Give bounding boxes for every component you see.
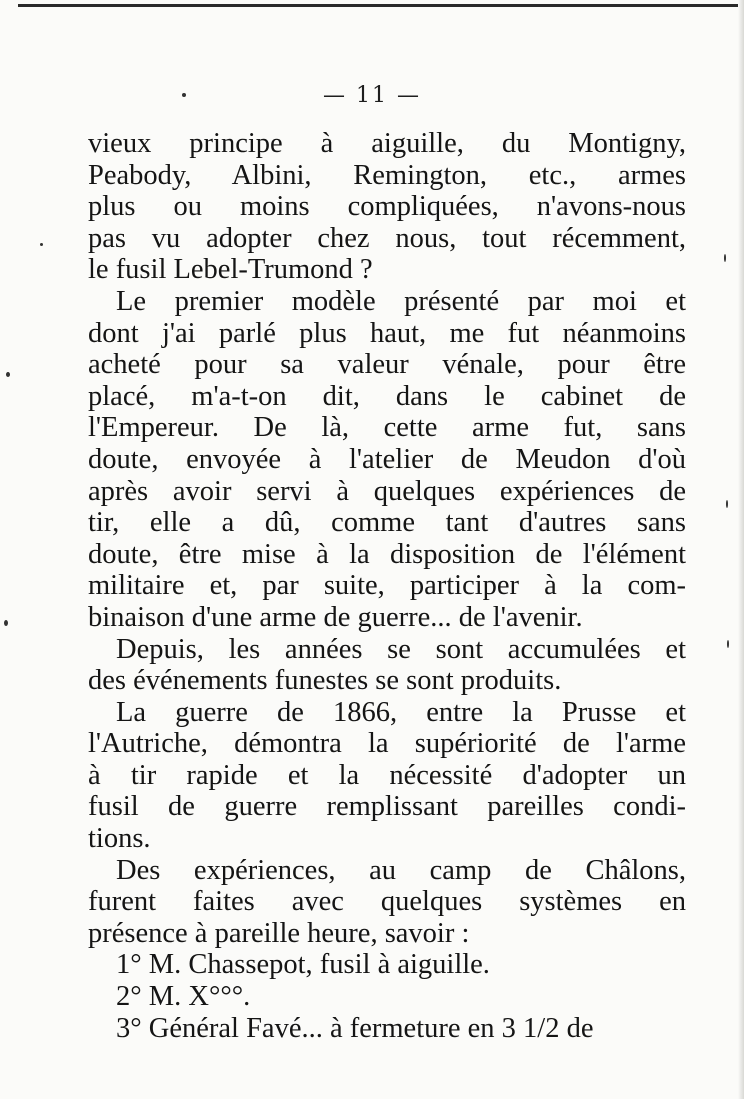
scan-speck — [726, 500, 728, 508]
scan-speck — [4, 620, 8, 626]
text-line: militaire et, par suite, participer à la com- — [88, 570, 686, 602]
text-line: pas vu adopter chez nous, tout récemment, — [88, 222, 686, 254]
paragraph-start-line: Depuis, les années se sont accumulées et — [116, 633, 686, 665]
text-line: tions. — [88, 823, 151, 855]
scan-speck — [727, 640, 729, 648]
scan-speck — [6, 372, 10, 377]
text-line: vieux principe à aiguille, du Montigny, — [88, 128, 686, 159]
page-number: — 11 — — [323, 83, 421, 108]
text-line: l'Autriche, démontra la supériorité de l'arme — [88, 728, 686, 760]
scan-speck — [724, 254, 726, 262]
page-top-edge — [18, 4, 744, 7]
text-line: tir, elle a dû, comme tant d'autres sans — [88, 507, 686, 539]
list-item: 1° M. Chassepot, fusil à aiguille. — [116, 949, 490, 981]
text-line: doute, être mise à la disposition de l'élément — [88, 538, 686, 570]
body-text — [88, 128, 686, 1044]
text-line: furent faites avec quelques systèmes en — [88, 886, 686, 918]
text-line: fusil de guerre remplissant pareilles condi- — [88, 791, 686, 823]
text-line: après avoir servi à quelques expériences de — [88, 475, 686, 507]
text-line: dont j'ai parlé plus haut, me fut néanmoins — [88, 317, 686, 349]
text-line: l'Empereur. De là, cette arme fut, sans — [88, 412, 686, 444]
text-line: Peabody, Albini, Remington, etc., armes — [88, 159, 686, 191]
scan-speck — [40, 243, 43, 246]
page-right-edge — [738, 0, 744, 1099]
text-line: acheté pour sa valeur vénale, pour être — [88, 349, 686, 381]
text-line: binaison d'une arme de guerre... de l'avenir. — [88, 601, 583, 633]
paragraph-start-line: Le premier modèle présenté par moi et — [116, 285, 686, 317]
text-line: présence à pareille heure, savoir : — [88, 917, 470, 949]
list-item: 2° M. X°°°. — [116, 981, 251, 1013]
text-line: doute, envoyée à l'atelier de Meudon d'où — [88, 443, 686, 475]
text-line: le fusil Lebel-Trumond ? — [88, 254, 373, 286]
text-line: placé, m'a-t-on dit, dans le cabinet de — [88, 380, 686, 412]
paragraph-start-line: La guerre de 1866, entre la Prusse et — [116, 696, 686, 728]
paragraph-start-line: Des expériences, au camp de Châlons, — [116, 854, 686, 886]
text-line: des événements funestes se sont produits. — [88, 665, 562, 697]
text-line: à tir rapide et la nécessité d'adopter un — [88, 759, 686, 791]
text-line: plus ou moins compliquées, n'avons-nous — [88, 191, 686, 223]
list-item: 3° Général Favé... à fermeture en 3 1/2 de — [116, 1012, 594, 1044]
